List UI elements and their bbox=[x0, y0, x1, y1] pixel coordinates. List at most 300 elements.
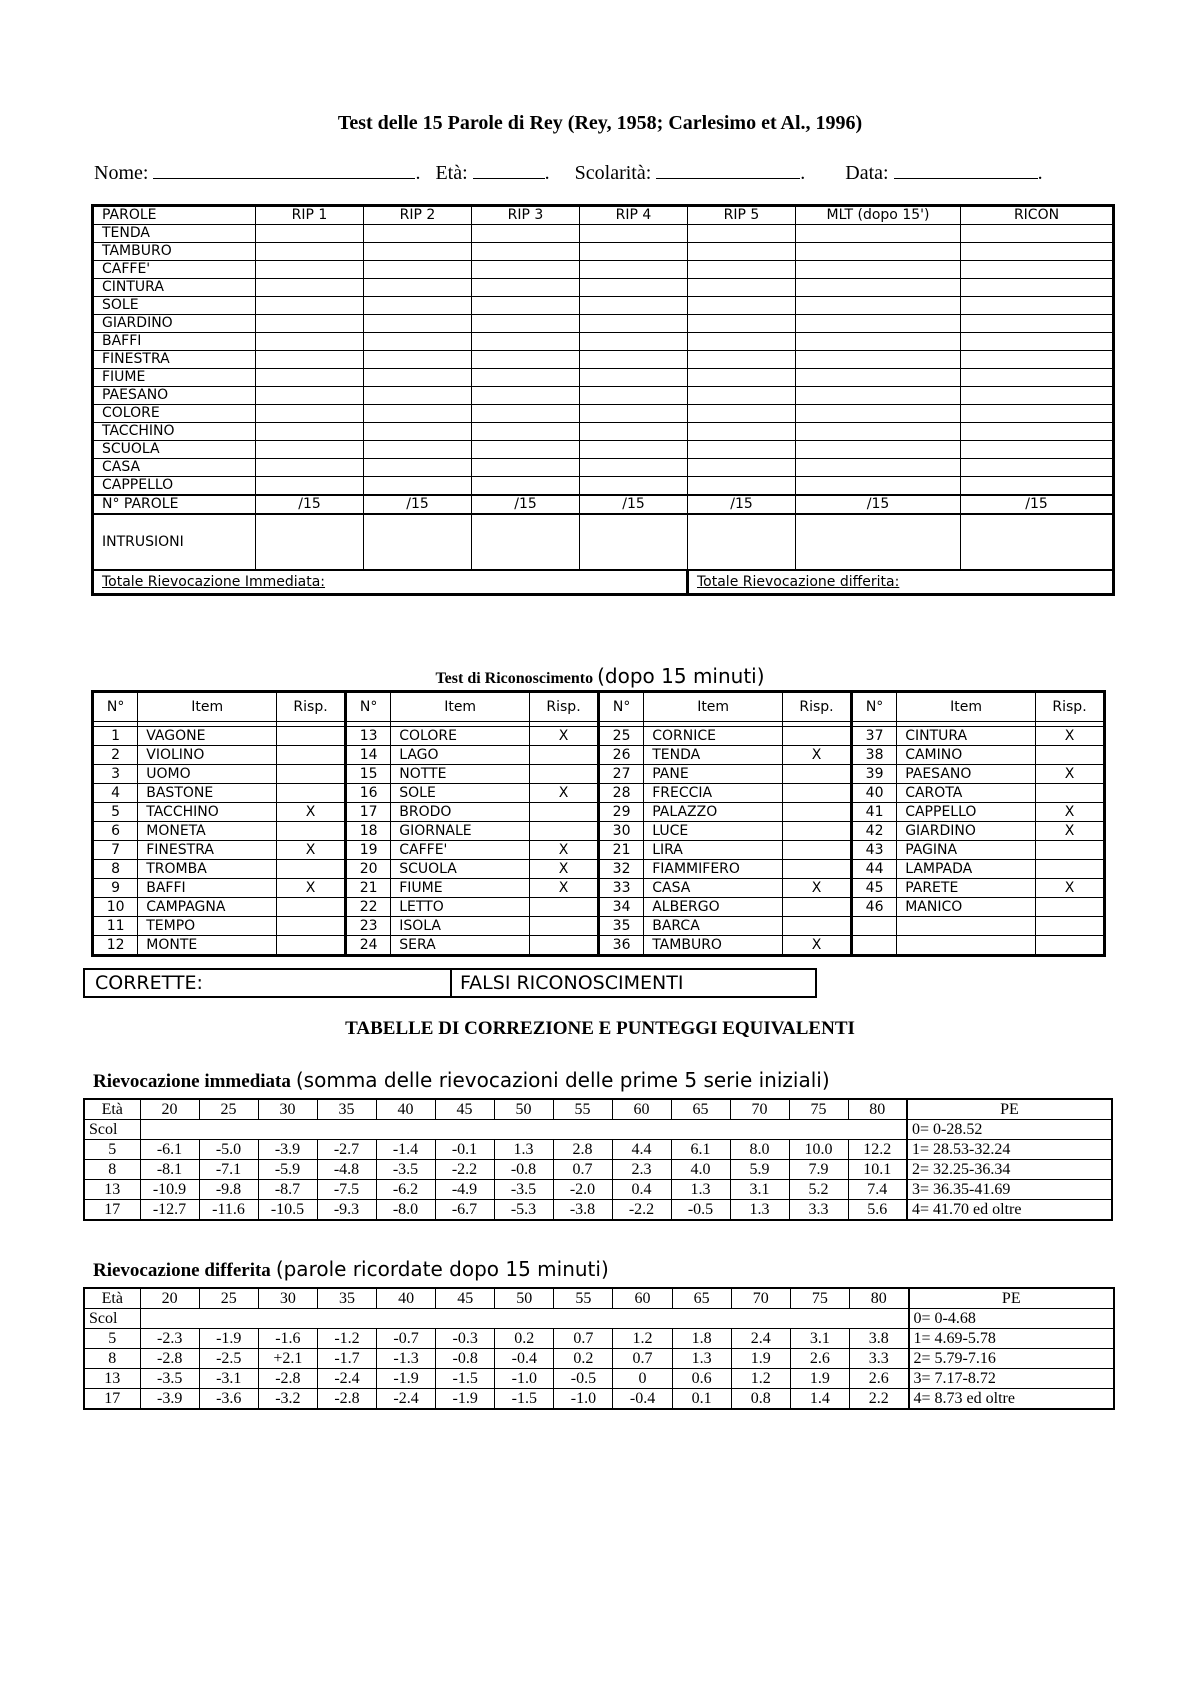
item-response[interactable] bbox=[277, 727, 346, 746]
word-cell[interactable] bbox=[580, 477, 688, 496]
item-response[interactable]: X bbox=[1036, 803, 1105, 822]
word-cell[interactable] bbox=[580, 369, 688, 387]
recognition-header: N° bbox=[345, 692, 390, 722]
word-cell[interactable] bbox=[688, 279, 796, 297]
word-cell[interactable] bbox=[688, 369, 796, 387]
word-cell[interactable] bbox=[256, 351, 364, 369]
word-row bbox=[93, 261, 1114, 279]
word-cell[interactable] bbox=[961, 369, 1114, 387]
score-value: -9.8 bbox=[199, 1180, 258, 1200]
item-response[interactable]: X bbox=[530, 879, 599, 898]
word-cell[interactable] bbox=[256, 387, 364, 405]
score-value: 1.3 bbox=[672, 1349, 731, 1369]
words-header-4: RIP 4 bbox=[580, 206, 688, 225]
item-response[interactable] bbox=[277, 746, 346, 765]
intrusioni-cell[interactable] bbox=[472, 514, 580, 570]
intrusioni-cell[interactable] bbox=[256, 514, 364, 570]
score-value: -1.9 bbox=[199, 1329, 258, 1349]
word-cell[interactable] bbox=[796, 315, 961, 333]
item-response[interactable] bbox=[277, 898, 346, 917]
item-response[interactable] bbox=[783, 860, 852, 879]
item-number: 27 bbox=[598, 765, 643, 784]
word-cell[interactable] bbox=[796, 369, 961, 387]
item-response[interactable] bbox=[1036, 917, 1105, 936]
word-cell[interactable] bbox=[580, 279, 688, 297]
word-label: FINESTRA bbox=[93, 351, 256, 369]
item-response[interactable]: X bbox=[530, 727, 599, 746]
item-number: 1 bbox=[93, 727, 138, 746]
score-value: 0.8 bbox=[731, 1389, 790, 1410]
recognition-header: Item bbox=[138, 692, 277, 722]
pe-value: 2= 32.25-36.34 bbox=[907, 1160, 1112, 1180]
word-cell[interactable] bbox=[580, 351, 688, 369]
word-cell[interactable] bbox=[796, 405, 961, 423]
item-word: SOLE bbox=[391, 784, 530, 803]
word-label: SCUOLA bbox=[93, 441, 256, 459]
score-value: 7.4 bbox=[848, 1180, 907, 1200]
word-row bbox=[93, 351, 1114, 369]
item-response[interactable] bbox=[1036, 936, 1105, 956]
item-word: GIORNALE bbox=[391, 822, 530, 841]
word-cell[interactable] bbox=[256, 459, 364, 477]
word-cell[interactable] bbox=[472, 243, 580, 261]
intrusioni-cell[interactable] bbox=[961, 514, 1114, 570]
word-cell[interactable] bbox=[364, 297, 472, 315]
word-label: TAMBURO bbox=[93, 243, 256, 261]
word-cell[interactable] bbox=[364, 369, 472, 387]
item-number: 42 bbox=[851, 822, 896, 841]
intrusioni-label: INTRUSIONI bbox=[93, 514, 256, 570]
word-cell[interactable] bbox=[688, 225, 796, 243]
word-cell[interactable] bbox=[688, 387, 796, 405]
word-cell[interactable] bbox=[796, 261, 961, 279]
word-cell[interactable] bbox=[580, 405, 688, 423]
item-response[interactable] bbox=[783, 917, 852, 936]
word-cell[interactable] bbox=[472, 333, 580, 351]
item-response[interactable] bbox=[277, 784, 346, 803]
recognition-title bbox=[0, 664, 1200, 688]
scol-blank bbox=[140, 1120, 907, 1140]
word-cell[interactable] bbox=[364, 261, 472, 279]
word-cell[interactable] bbox=[688, 423, 796, 441]
word-cell[interactable] bbox=[472, 423, 580, 441]
scol-value: 13 bbox=[84, 1369, 140, 1389]
item-word: BRODO bbox=[391, 803, 530, 822]
item-response[interactable] bbox=[783, 841, 852, 860]
word-cell[interactable] bbox=[796, 351, 961, 369]
immediate-title-rest: (somma delle rievocazioni delle prime 5 serie iniziali) bbox=[295, 1068, 830, 1092]
count-cell[interactable]: /15 bbox=[688, 495, 796, 514]
word-cell[interactable] bbox=[364, 423, 472, 441]
score-value: -2.2 bbox=[435, 1160, 494, 1180]
data-dot: . bbox=[1037, 162, 1043, 184]
tot-immediate: Totale Rievocazione Immediata: bbox=[93, 570, 688, 595]
recognition-header: Risp. bbox=[277, 692, 346, 722]
word-cell[interactable] bbox=[580, 225, 688, 243]
data-field[interactable] bbox=[894, 160, 1038, 179]
word-label: CINTURA bbox=[93, 279, 256, 297]
recognition-row bbox=[93, 841, 1105, 860]
recognition-row bbox=[93, 803, 1105, 822]
intrusioni-cell[interactable] bbox=[796, 514, 961, 570]
recognition-summary bbox=[83, 968, 817, 998]
corrette-label: CORRETTE: bbox=[95, 972, 203, 994]
item-response[interactable] bbox=[1036, 841, 1105, 860]
score-value: -1.5 bbox=[436, 1369, 495, 1389]
scol-blank bbox=[140, 1309, 908, 1329]
item-number: 23 bbox=[345, 917, 390, 936]
age-header: 75 bbox=[789, 1099, 848, 1120]
item-response[interactable] bbox=[783, 822, 852, 841]
word-label: BAFFI bbox=[93, 333, 256, 351]
scol-value: 17 bbox=[84, 1389, 140, 1410]
word-cell[interactable] bbox=[961, 423, 1114, 441]
scol-label: Scol bbox=[84, 1120, 140, 1140]
item-response[interactable]: X bbox=[277, 841, 346, 860]
score-value: -2.4 bbox=[377, 1389, 436, 1410]
score-value: 1.9 bbox=[790, 1369, 849, 1389]
score-value: 2.3 bbox=[612, 1160, 671, 1180]
intrusioni-cell[interactable] bbox=[580, 514, 688, 570]
score-value: -3.9 bbox=[140, 1389, 199, 1410]
item-number: 26 bbox=[598, 746, 643, 765]
item-response[interactable] bbox=[277, 917, 346, 936]
word-cell[interactable] bbox=[364, 387, 472, 405]
word-cell[interactable] bbox=[796, 387, 961, 405]
word-label: FIUME bbox=[93, 369, 256, 387]
item-word: UOMO bbox=[138, 765, 277, 784]
word-cell[interactable] bbox=[688, 477, 796, 496]
scolarita-field[interactable] bbox=[656, 160, 800, 179]
word-cell[interactable] bbox=[961, 477, 1114, 496]
page-title: Test delle 15 Parole di Rey (Rey, 1958; Carlesimo et Al., 1996) bbox=[337, 112, 863, 134]
item-number: 13 bbox=[345, 727, 390, 746]
item-response[interactable]: X bbox=[1036, 727, 1105, 746]
word-cell[interactable] bbox=[796, 297, 961, 315]
age-header: 30 bbox=[258, 1099, 317, 1120]
item-word: LAMPADA bbox=[897, 860, 1036, 879]
word-cell[interactable] bbox=[580, 243, 688, 261]
item-response[interactable] bbox=[530, 898, 599, 917]
word-cell[interactable] bbox=[256, 405, 364, 423]
score-value: -8.7 bbox=[258, 1180, 317, 1200]
word-cell[interactable] bbox=[256, 297, 364, 315]
item-word: TROMBA bbox=[138, 860, 277, 879]
item-response[interactable] bbox=[277, 765, 346, 784]
word-cell[interactable] bbox=[961, 441, 1114, 459]
word-cell[interactable] bbox=[796, 423, 961, 441]
words-header-0: PAROLE bbox=[93, 206, 256, 225]
word-cell[interactable] bbox=[472, 459, 580, 477]
word-cell[interactable] bbox=[580, 423, 688, 441]
item-response[interactable]: X bbox=[277, 803, 346, 822]
word-cell[interactable] bbox=[256, 477, 364, 496]
word-cell[interactable] bbox=[961, 351, 1114, 369]
age-header: 25 bbox=[199, 1099, 258, 1120]
score-value: -0.3 bbox=[436, 1329, 495, 1349]
item-number: 2 bbox=[93, 746, 138, 765]
count-cell[interactable]: /15 bbox=[961, 495, 1114, 514]
word-row bbox=[93, 369, 1114, 387]
score-value: -6.1 bbox=[140, 1140, 199, 1160]
item-word: LIRA bbox=[644, 841, 783, 860]
word-cell[interactable] bbox=[688, 315, 796, 333]
score-value: 1.2 bbox=[731, 1369, 790, 1389]
item-word: CASA bbox=[644, 879, 783, 898]
word-cell[interactable] bbox=[472, 351, 580, 369]
item-number: 6 bbox=[93, 822, 138, 841]
score-value: -6.7 bbox=[435, 1200, 494, 1221]
score-value: 0.7 bbox=[554, 1329, 613, 1349]
word-cell[interactable] bbox=[364, 315, 472, 333]
item-number: 37 bbox=[851, 727, 896, 746]
immediate-header-row bbox=[84, 1099, 1112, 1120]
item-response[interactable] bbox=[783, 784, 852, 803]
age-header: 80 bbox=[848, 1099, 907, 1120]
age-header: 40 bbox=[377, 1288, 436, 1309]
item-response[interactable] bbox=[1036, 860, 1105, 879]
pe-value: 3= 36.35-41.69 bbox=[907, 1180, 1112, 1200]
word-cell[interactable] bbox=[472, 405, 580, 423]
word-cell[interactable] bbox=[961, 261, 1114, 279]
item-response[interactable] bbox=[530, 822, 599, 841]
eta-field[interactable] bbox=[473, 160, 545, 179]
word-cell[interactable] bbox=[472, 387, 580, 405]
word-cell[interactable] bbox=[256, 243, 364, 261]
item-response[interactable] bbox=[530, 917, 599, 936]
item-response[interactable]: X bbox=[783, 746, 852, 765]
item-response[interactable] bbox=[1036, 784, 1105, 803]
item-response[interactable]: X bbox=[783, 879, 852, 898]
word-cell[interactable] bbox=[472, 441, 580, 459]
word-cell[interactable] bbox=[688, 333, 796, 351]
word-cell[interactable] bbox=[472, 225, 580, 243]
pe-header: PE bbox=[907, 1099, 1112, 1120]
word-cell[interactable] bbox=[796, 459, 961, 477]
word-label: SOLE bbox=[93, 297, 256, 315]
word-cell[interactable] bbox=[961, 225, 1114, 243]
age-header: 55 bbox=[554, 1288, 613, 1309]
word-cell[interactable] bbox=[961, 387, 1114, 405]
age-header: 30 bbox=[258, 1288, 317, 1309]
score-value: 5.6 bbox=[848, 1200, 907, 1221]
word-cell[interactable] bbox=[472, 477, 580, 496]
item-response[interactable]: X bbox=[1036, 879, 1105, 898]
word-cell[interactable] bbox=[961, 297, 1114, 315]
recognition-row bbox=[93, 860, 1105, 879]
age-header: 45 bbox=[435, 1099, 494, 1120]
word-cell[interactable] bbox=[796, 441, 961, 459]
age-header: 25 bbox=[199, 1288, 258, 1309]
word-cell[interactable] bbox=[472, 297, 580, 315]
count-cell[interactable]: /15 bbox=[364, 495, 472, 514]
recognition-table bbox=[91, 690, 1106, 957]
word-cell[interactable] bbox=[580, 459, 688, 477]
word-cell[interactable] bbox=[796, 243, 961, 261]
word-cell[interactable] bbox=[580, 387, 688, 405]
pe-value: 1= 4.69-5.78 bbox=[909, 1329, 1114, 1349]
word-cell[interactable] bbox=[364, 333, 472, 351]
word-cell[interactable] bbox=[688, 261, 796, 279]
item-number: 5 bbox=[93, 803, 138, 822]
word-cell[interactable] bbox=[364, 441, 472, 459]
intrusioni-cell[interactable] bbox=[688, 514, 796, 570]
item-word: VIOLINO bbox=[138, 746, 277, 765]
immediate-scol-row bbox=[84, 1120, 1112, 1140]
score-value: 3.1 bbox=[730, 1180, 789, 1200]
word-cell[interactable] bbox=[580, 333, 688, 351]
word-cell[interactable] bbox=[256, 279, 364, 297]
word-cell[interactable] bbox=[472, 315, 580, 333]
word-cell[interactable] bbox=[796, 279, 961, 297]
word-cell[interactable] bbox=[364, 459, 472, 477]
immediate-row bbox=[84, 1200, 1112, 1221]
word-cell[interactable] bbox=[688, 297, 796, 315]
word-cell[interactable] bbox=[580, 441, 688, 459]
word-row bbox=[93, 441, 1114, 459]
score-value: -1.9 bbox=[436, 1389, 495, 1410]
recognition-title-rest: (dopo 15 minuti) bbox=[597, 664, 765, 688]
item-number: 22 bbox=[345, 898, 390, 917]
item-response[interactable] bbox=[277, 822, 346, 841]
item-word: PAESANO bbox=[897, 765, 1036, 784]
word-cell[interactable] bbox=[688, 459, 796, 477]
item-response[interactable] bbox=[530, 936, 599, 956]
word-cell[interactable] bbox=[256, 225, 364, 243]
score-value: -10.9 bbox=[140, 1180, 199, 1200]
count-cell[interactable]: /15 bbox=[472, 495, 580, 514]
item-number: 32 bbox=[598, 860, 643, 879]
item-word: LUCE bbox=[644, 822, 783, 841]
score-value: -5.3 bbox=[494, 1200, 553, 1221]
item-word: TAMBURO bbox=[644, 936, 783, 956]
score-value: -9.3 bbox=[317, 1200, 376, 1221]
word-cell[interactable] bbox=[580, 297, 688, 315]
item-response[interactable] bbox=[277, 936, 346, 956]
item-word: COLORE bbox=[391, 727, 530, 746]
word-cell[interactable] bbox=[688, 405, 796, 423]
item-number: 19 bbox=[345, 841, 390, 860]
word-cell[interactable] bbox=[364, 351, 472, 369]
word-cell[interactable] bbox=[364, 405, 472, 423]
word-cell[interactable] bbox=[796, 225, 961, 243]
word-cell[interactable] bbox=[961, 405, 1114, 423]
word-label: CAPPELLO bbox=[93, 477, 256, 496]
eta-label: Età: bbox=[435, 162, 468, 184]
item-response[interactable] bbox=[783, 803, 852, 822]
nome-label: Nome: bbox=[94, 162, 149, 184]
word-cell[interactable] bbox=[364, 279, 472, 297]
nome-field[interactable] bbox=[153, 160, 415, 179]
word-cell[interactable] bbox=[961, 459, 1114, 477]
word-cell[interactable] bbox=[472, 279, 580, 297]
item-response[interactable] bbox=[783, 765, 852, 784]
word-cell[interactable] bbox=[364, 477, 472, 496]
age-header: 65 bbox=[672, 1288, 731, 1309]
word-cell[interactable] bbox=[364, 243, 472, 261]
item-number bbox=[851, 917, 896, 936]
word-cell[interactable] bbox=[256, 333, 364, 351]
recognition-row bbox=[93, 822, 1105, 841]
word-cell[interactable] bbox=[796, 333, 961, 351]
word-cell[interactable] bbox=[256, 423, 364, 441]
age-header: 55 bbox=[553, 1099, 612, 1120]
item-response[interactable] bbox=[277, 860, 346, 879]
count-cell[interactable]: /15 bbox=[580, 495, 688, 514]
item-response[interactable]: X bbox=[783, 936, 852, 956]
word-cell[interactable] bbox=[796, 477, 961, 496]
item-number: 44 bbox=[851, 860, 896, 879]
word-cell[interactable] bbox=[688, 243, 796, 261]
score-value: 0.2 bbox=[554, 1349, 613, 1369]
item-response[interactable] bbox=[1036, 746, 1105, 765]
scol-value: 8 bbox=[84, 1349, 140, 1369]
scolarita-label: Scolarità: bbox=[574, 162, 652, 184]
item-response[interactable]: X bbox=[277, 879, 346, 898]
word-cell[interactable] bbox=[256, 261, 364, 279]
item-word: FRECCIA bbox=[644, 784, 783, 803]
pe-value: 2= 5.79-7.16 bbox=[909, 1349, 1114, 1369]
delayed-title-bold: Rievocazione differita bbox=[93, 1260, 271, 1281]
item-response[interactable] bbox=[1036, 898, 1105, 917]
score-value: -3.5 bbox=[140, 1369, 199, 1389]
intrusioni-cell[interactable] bbox=[364, 514, 472, 570]
item-number: 7 bbox=[93, 841, 138, 860]
score-value: -1.2 bbox=[317, 1329, 376, 1349]
recognition-header: Risp. bbox=[1036, 692, 1105, 722]
count-cell[interactable]: /15 bbox=[256, 495, 364, 514]
word-cell[interactable] bbox=[961, 333, 1114, 351]
score-value: -1.0 bbox=[495, 1369, 554, 1389]
word-cell[interactable] bbox=[256, 315, 364, 333]
word-cell[interactable] bbox=[472, 261, 580, 279]
word-cell[interactable] bbox=[961, 315, 1114, 333]
item-response[interactable]: X bbox=[1036, 822, 1105, 841]
word-cell[interactable] bbox=[580, 261, 688, 279]
item-response[interactable] bbox=[530, 803, 599, 822]
item-response[interactable] bbox=[783, 727, 852, 746]
score-value: -8.0 bbox=[376, 1200, 435, 1221]
word-cell[interactable] bbox=[961, 243, 1114, 261]
item-response[interactable]: X bbox=[530, 860, 599, 879]
age-header: 35 bbox=[317, 1099, 376, 1120]
score-value: -2.2 bbox=[612, 1200, 671, 1221]
word-cell[interactable] bbox=[580, 315, 688, 333]
item-number: 24 bbox=[345, 936, 390, 956]
scolarita-dot: . bbox=[800, 162, 806, 184]
item-response[interactable]: X bbox=[530, 784, 599, 803]
item-number: 39 bbox=[851, 765, 896, 784]
score-value: 1.9 bbox=[731, 1349, 790, 1369]
count-cell[interactable]: /15 bbox=[796, 495, 961, 514]
item-response[interactable]: X bbox=[530, 841, 599, 860]
item-word: NOTTE bbox=[391, 765, 530, 784]
item-response[interactable] bbox=[530, 765, 599, 784]
item-response[interactable] bbox=[530, 746, 599, 765]
word-cell[interactable] bbox=[688, 351, 796, 369]
word-cell[interactable] bbox=[472, 369, 580, 387]
word-cell[interactable] bbox=[688, 441, 796, 459]
item-response[interactable]: X bbox=[1036, 765, 1105, 784]
score-value: -1.3 bbox=[377, 1349, 436, 1369]
item-number: 41 bbox=[851, 803, 896, 822]
word-cell[interactable] bbox=[364, 225, 472, 243]
item-number: 15 bbox=[345, 765, 390, 784]
word-cell[interactable] bbox=[256, 369, 364, 387]
word-cell[interactable] bbox=[256, 441, 364, 459]
item-response[interactable] bbox=[783, 898, 852, 917]
word-cell[interactable] bbox=[961, 279, 1114, 297]
